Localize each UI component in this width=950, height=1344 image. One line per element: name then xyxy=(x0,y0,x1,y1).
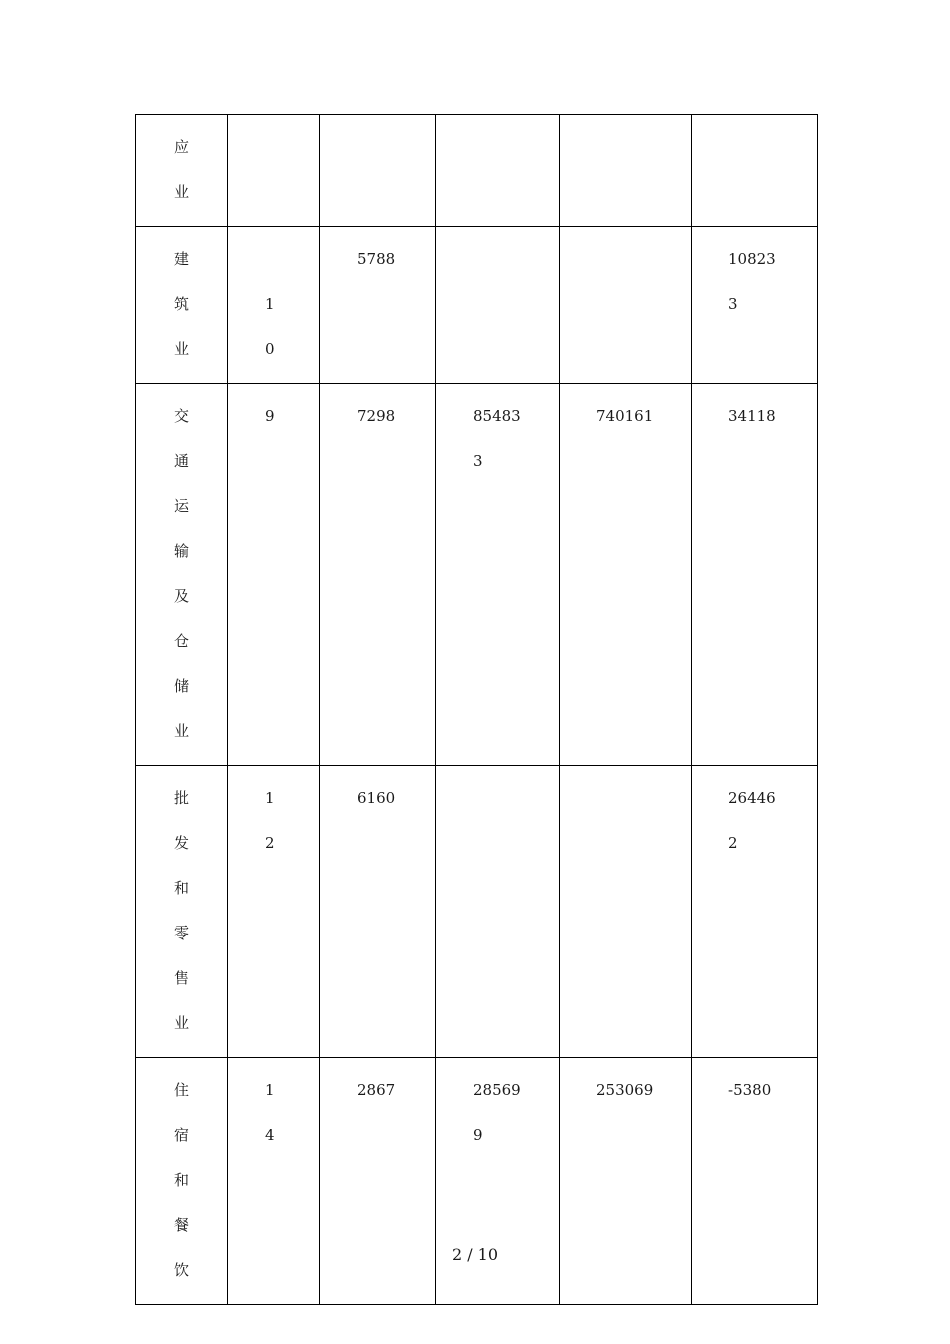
value-cell xyxy=(320,1058,436,1305)
industry-label-cell xyxy=(136,115,228,227)
value-line: 5788 xyxy=(357,250,396,268)
value-cell xyxy=(320,115,436,227)
industry-label-cell xyxy=(136,1058,228,1305)
value-cell xyxy=(560,766,692,1058)
value-cell xyxy=(692,384,818,766)
value-cell xyxy=(560,115,692,227)
value-line: 10823 xyxy=(728,250,776,268)
value-line: 253069 xyxy=(596,1081,654,1099)
value-cell xyxy=(228,227,320,384)
label-char: 交 xyxy=(173,407,189,425)
label-char: 售 xyxy=(173,969,189,987)
label-char: 建 xyxy=(173,250,189,268)
value-cell xyxy=(560,384,692,766)
label-char: 及 xyxy=(173,587,189,605)
industry-label-cell xyxy=(136,384,228,766)
industry-label-cell xyxy=(136,766,228,1058)
value-line: 1 xyxy=(265,295,275,313)
value-cell xyxy=(228,766,320,1058)
value-line: 6160 xyxy=(357,789,396,807)
label-char: 和 xyxy=(173,879,189,897)
table-body xyxy=(136,115,818,1305)
value-line: 9 xyxy=(473,1126,483,1144)
label-char: 和 xyxy=(173,1171,189,1189)
industry-label-cell xyxy=(136,227,228,384)
value-cell xyxy=(692,1058,818,1305)
label-char: 饮 xyxy=(173,1261,189,1279)
value-line: 1 xyxy=(265,1081,275,1099)
value-line: 3 xyxy=(728,295,738,313)
value-line: 7298 xyxy=(357,407,396,425)
label-char: 通 xyxy=(173,452,189,470)
value-line: -5380 xyxy=(728,1081,772,1099)
value-cell xyxy=(228,115,320,227)
page-number: 2 / 10 xyxy=(451,1245,499,1264)
value-line: 1 xyxy=(265,789,275,807)
value-cell xyxy=(320,227,436,384)
value-line: 0 xyxy=(265,340,275,358)
value-line: 9 xyxy=(265,407,275,425)
value-cell xyxy=(560,1058,692,1305)
label-char: 筑 xyxy=(173,295,189,313)
label-char: 宿 xyxy=(173,1126,189,1144)
value-line: 3 xyxy=(473,452,483,470)
value-cell xyxy=(692,766,818,1058)
label-char: 住 xyxy=(173,1081,189,1099)
value-line: 4 xyxy=(265,1126,275,1144)
value-cell xyxy=(436,384,560,766)
label-char: 输 xyxy=(173,542,189,560)
row-transport xyxy=(136,384,818,766)
label-char: 批 xyxy=(173,789,189,807)
value-cell xyxy=(436,1058,560,1305)
label-char: 业 xyxy=(173,1014,189,1032)
value-cell xyxy=(320,766,436,1058)
label-char: 运 xyxy=(173,497,189,515)
label-char: 发 xyxy=(173,834,189,852)
label-char: 仓 xyxy=(173,632,189,650)
value-cell xyxy=(436,115,560,227)
row-accommodation-catering xyxy=(136,1058,818,1305)
label-char: 业 xyxy=(173,722,189,740)
value-line: 2 xyxy=(265,834,275,852)
value-line: 34118 xyxy=(728,407,776,425)
row-wholesale-retail xyxy=(136,766,818,1058)
value-line xyxy=(228,248,319,293)
row-construction xyxy=(136,227,818,384)
label-char: 业 xyxy=(173,340,189,358)
label-char: 应 xyxy=(173,138,189,156)
value-line: 26446 xyxy=(728,789,776,807)
label-char: 业 xyxy=(173,183,189,201)
value-cell xyxy=(692,227,818,384)
value-line: 2 xyxy=(728,834,738,852)
value-line: 2867 xyxy=(357,1081,396,1099)
value-cell xyxy=(228,1058,320,1305)
value-cell xyxy=(228,384,320,766)
row-utilities-cont xyxy=(136,115,818,227)
label-char: 储 xyxy=(173,677,189,695)
value-cell xyxy=(692,115,818,227)
value-line: 740161 xyxy=(596,407,654,425)
value-cell xyxy=(436,766,560,1058)
value-cell xyxy=(560,227,692,384)
industry-data-table xyxy=(135,114,818,1305)
value-cell xyxy=(436,227,560,384)
value-line: 85483 xyxy=(473,407,521,425)
value-line: 28569 xyxy=(473,1081,521,1099)
label-char: 餐 xyxy=(173,1216,189,1234)
label-char: 零 xyxy=(173,924,189,942)
value-cell xyxy=(320,384,436,766)
